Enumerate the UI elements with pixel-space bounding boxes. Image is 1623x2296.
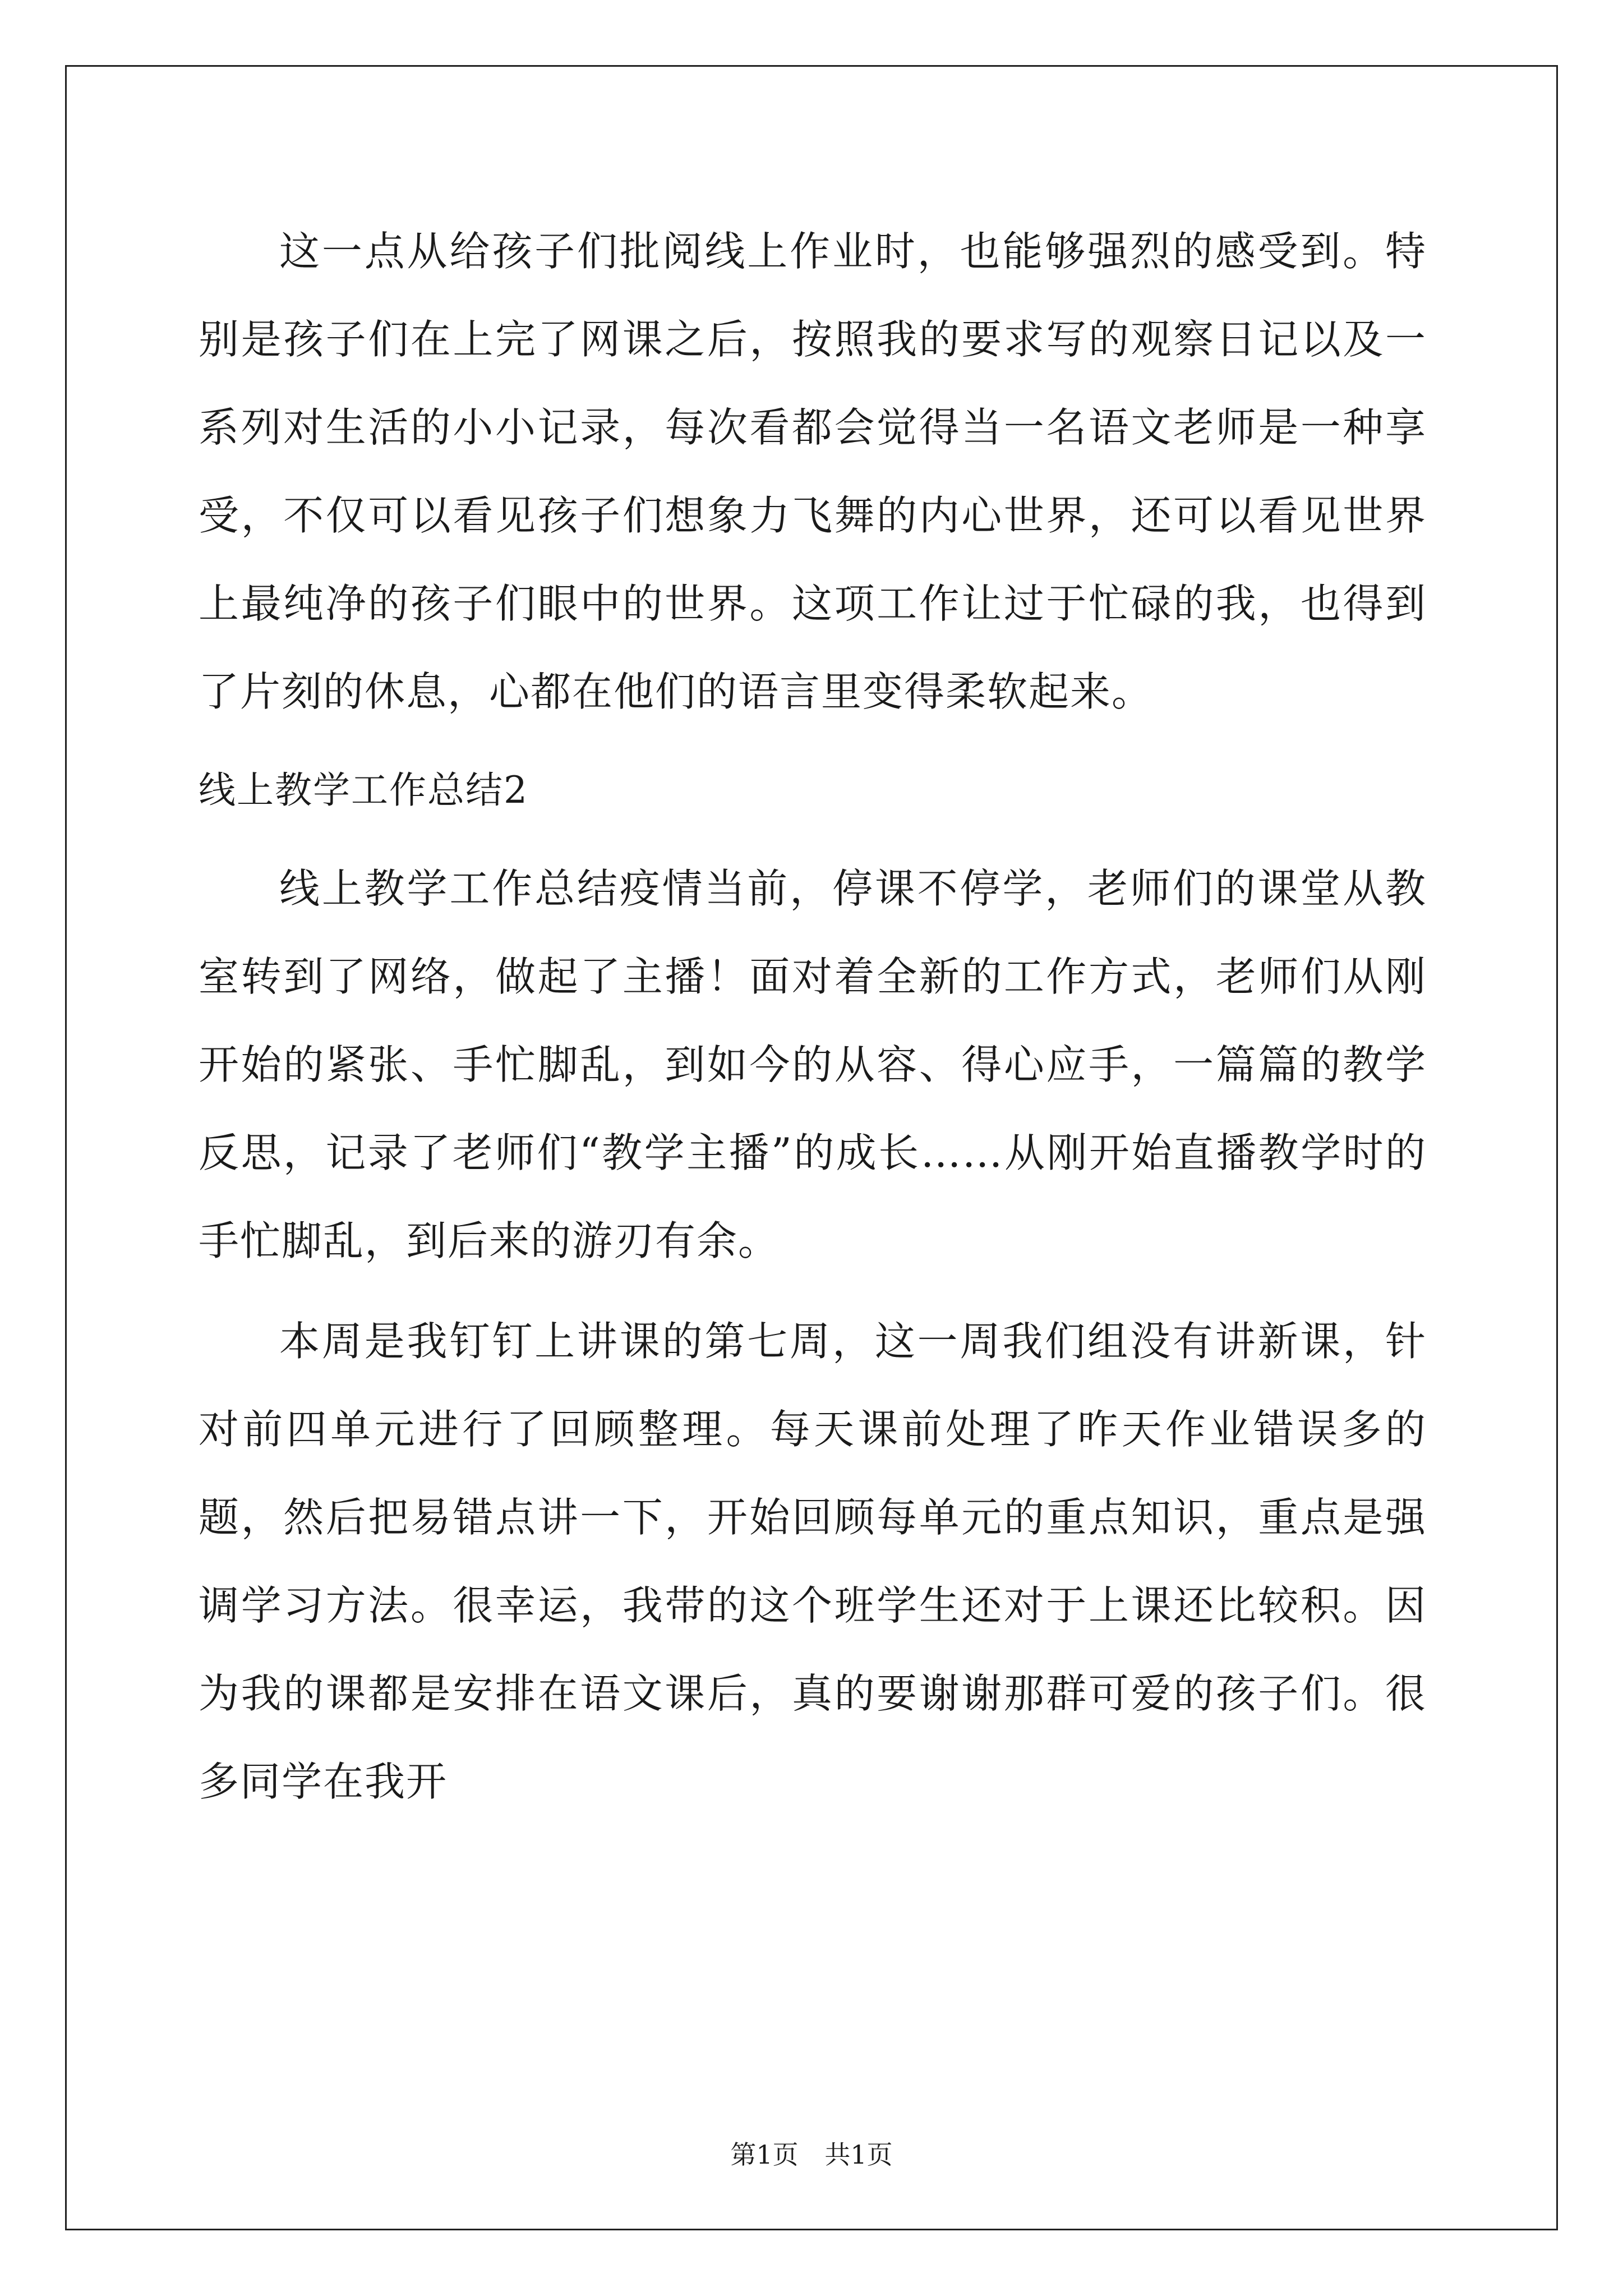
document-body — [199, 208, 1427, 1838]
section-heading: 线上教学工作总结2 — [199, 769, 528, 812]
page-total: 共1页 — [824, 2139, 893, 2170]
page-number: 第1页 — [730, 2139, 799, 2170]
paragraph-2: 线上教学工作总结疫情当前，停课不停学，老师们的课堂从教室转到了网络，做起了主播！面对着全新的工作方式，老师们从刚开始的紧张、手忙脚乱，到如今的从容、得心应手，一篇篇的教学反思，记录了老师们“教学主播”的成长……从刚开始直播教学时的手忙脚乱，到后来的游刃有余。 — [199, 865, 1427, 1264]
paragraph-1: 这一点从给孩子们批阅线上作业时，也能够强烈的感受到。特别是孩子们在上完了网课之后，按照我的要求写的观察日记以及一系列对生活的小小记录，每次看都会觉得当一名语文老师是一种享受，不仅可以看见孩子们想象力飞舞的内心世界，还可以看见世界上最纯净的孩子们眼中的世界。这项工作让过于忙碌的我，也得到了片刻的休息，心都在他们的语言里变得柔软起来。 — [199, 228, 1427, 715]
page-footer — [0, 2134, 1623, 2171]
paragraph-3: 本周是我钉钉上讲课的第七周，这一周我们组没有讲新课，针对前四单元进行了回顾整理。每天课前处理了昨天作业错误多的题，然后把易错点讲一下，开始回顾每单元的重点知识，重点是强调学习方法。很幸运，我带的这个班学生还对于上课还比较积。因为我的课都是安排在语文课后，真的要谢谢那群可爱的孩子们。很多同学在我开 — [199, 1318, 1427, 1805]
